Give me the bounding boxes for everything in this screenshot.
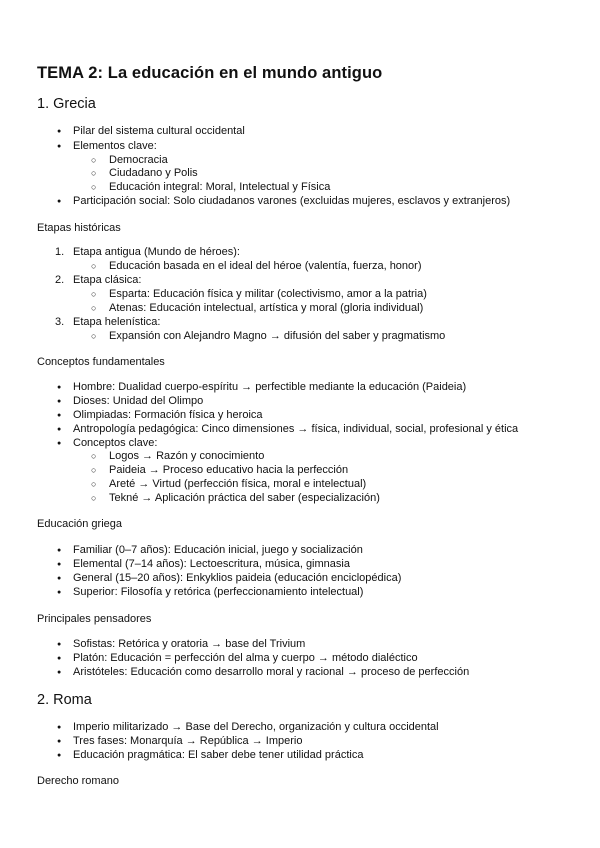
list-item: ● Participación social: Solo ciudadanos varones (excluidas mujeres, esclavos y extranjeros) [73, 195, 510, 208]
item-number: 3. [55, 316, 65, 328]
sub-list-item: ○ Atenas: Educación intelectual, artística y moral (gloria individual) [109, 302, 423, 315]
list-item: ● Superior: Filosofía y retórica (perfeccionamiento intelectual) [73, 586, 363, 599]
item-text: Etapa helenística: [73, 316, 161, 328]
numbered-item [55, 246, 240, 259]
list-item: ● Antropología pedagógica: Cinco dimensiones → física, individual, social, profesional y ética [73, 423, 518, 436]
subheading-educacion: Educación griega [37, 518, 123, 530]
numbered-item [55, 316, 161, 329]
list-item: ● Hombre: Dualidad cuerpo-espíritu → perfectible mediante la educación (Paideia) [73, 381, 466, 394]
subheading-conceptos: Conceptos fundamentales [37, 356, 165, 368]
list-item: ● Dioses: Unidad del Olimpo [73, 395, 203, 408]
sub-list-item: ○ Educación basada en el ideal del héroe (valentía, fuerza, honor) [109, 260, 422, 273]
item-number: 1. [55, 246, 65, 258]
list-item: ● Familiar (0–7 años): Educación inicial, juego y socialización [73, 544, 363, 557]
item-text: Etapa clásica: [73, 274, 142, 286]
list-item: ● Imperio militarizado → Base del Derecho, organización y cultura occidental [73, 721, 439, 734]
list-item: ● General (15–20 años): Enkyklios paideia (educación enciclopédica) [73, 572, 401, 585]
subheading-etapas: Etapas históricas [37, 222, 121, 234]
list-item: ● Sofistas: Retórica y oratoria → base del Trivium [73, 638, 305, 651]
list-item: ● Educación pragmática: El saber debe tener utilidad práctica [73, 749, 363, 762]
sub-list-item: ○ Ciudadano y Polis [109, 167, 198, 180]
list-item: ● Conceptos clave: [73, 437, 157, 450]
subheading-derecho: Derecho romano [37, 775, 119, 787]
sub-list-item: ○ Educación integral: Moral, Intelectual y Física [109, 181, 330, 194]
subheading-pensadores: Principales pensadores [37, 613, 152, 625]
sub-list-item: ○ Paideia → Proceso educativo hacia la perfección [109, 464, 348, 477]
item-number: 2. [55, 274, 65, 286]
section-heading-roma: 2. Roma [37, 692, 92, 708]
sub-list-item: ○ Esparta: Educación física y militar (colectivismo, amor a la patria) [109, 288, 427, 301]
sub-list-item: ○ Areté → Virtud (perfección física, moral e intelectual) [109, 478, 366, 491]
numbered-item [55, 274, 142, 287]
sub-list-item: ○ Expansión con Alejandro Magno → difusión del saber y pragmatismo [109, 330, 445, 343]
list-item: ● Platón: Educación = perfección del alma y cuerpo → método dialéctico [73, 652, 418, 665]
item-text: Etapa antigua (Mundo de héroes): [73, 246, 240, 258]
list-item: ● Elementos clave: [73, 140, 157, 153]
section-heading-grecia: 1. Grecia [37, 96, 96, 112]
list-item: ● Olimpiadas: Formación física y heroica [73, 409, 263, 422]
list-item: ● Tres fases: Monarquía → República → Imperio [73, 735, 302, 748]
sub-list-item: ○ Tekné → Aplicación práctica del saber (especialización) [109, 492, 380, 505]
page-title: TEMA 2: La educación en el mundo antiguo [37, 64, 383, 82]
list-item: ● Elemental (7–14 años): Lectoescritura, música, gimnasia [73, 558, 350, 571]
sub-list-item: ○ Democracia [109, 154, 168, 167]
list-item: ● Aristóteles: Educación como desarrollo moral y racional → proceso de perfección [73, 666, 469, 679]
list-item: ● Pilar del sistema cultural occidental [73, 125, 245, 138]
sub-list-item: ○ Logos → Razón y conocimiento [109, 450, 264, 463]
